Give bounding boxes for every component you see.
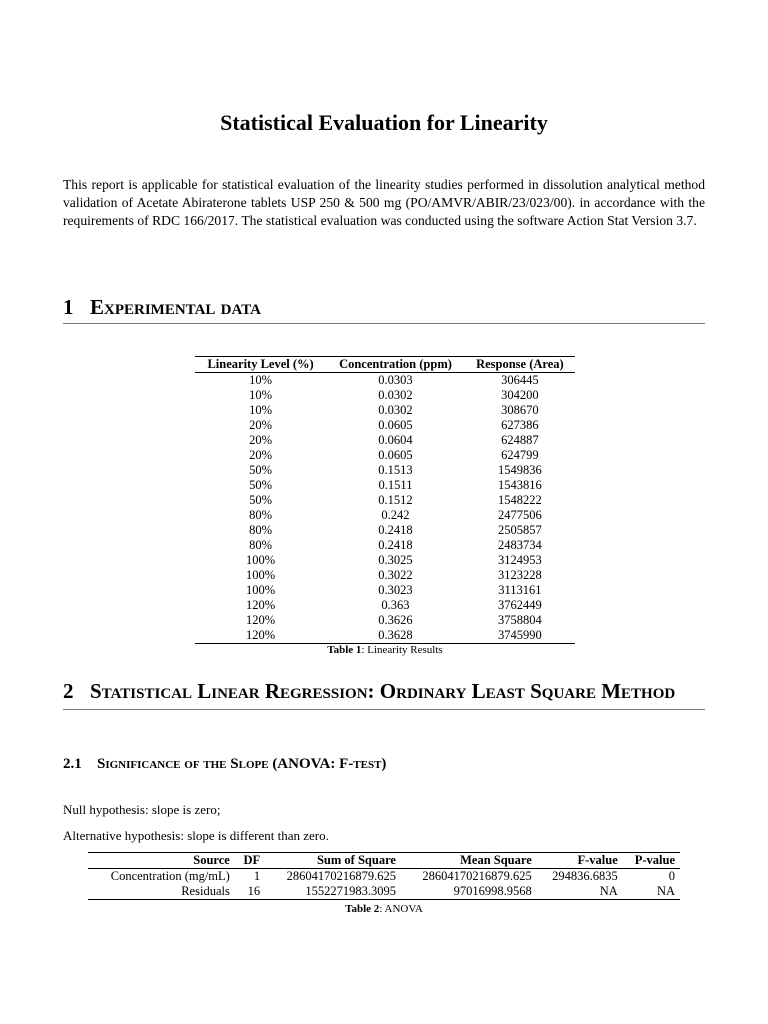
table-1-caption-text: : Linearity Results (361, 644, 443, 656)
subsection-2-1-title: Significance of the Slope (ANOVA: F-test) (97, 756, 387, 772)
section-2-title: Statistical Linear Regression: Ordinary Least Square Method (90, 679, 676, 703)
section-1-number: 1 (63, 295, 74, 319)
table-row (195, 553, 575, 568)
table-cell: 100% (246, 583, 276, 597)
table-cell: 97016998.9568 (401, 884, 537, 900)
table-cell: 10% (249, 403, 273, 417)
table-cell: 627386 (501, 418, 539, 432)
table-cell: 3762449 (498, 598, 542, 612)
table-cell: 28604170216879.625 (422, 869, 532, 883)
table-cell: 0.2418 (378, 523, 413, 537)
table-cell: 0.0302 (378, 403, 413, 417)
table-cell: 1552271983.3095 (265, 884, 401, 900)
table-cell: 0.3626 (378, 613, 413, 627)
table-row (88, 869, 680, 885)
anova-table (88, 852, 680, 900)
table-row (195, 448, 575, 463)
header-source: Source (88, 853, 235, 869)
table-cell: 16 (235, 884, 265, 900)
subsection-2-1-heading (63, 756, 386, 773)
linearity-header-row (195, 357, 575, 373)
table-row (195, 523, 575, 538)
table-cell: 20% (249, 433, 273, 447)
document-title: Statistical Evaluation for Linearity (220, 110, 548, 135)
table-cell: 2505857 (498, 523, 542, 537)
header-sum-of-square: Sum of Square (265, 853, 401, 869)
section-1-heading (63, 294, 705, 324)
table-cell: 28604170216879.625 (286, 869, 396, 883)
table-cell: 0.1512 (378, 493, 413, 507)
table-cell: Residuals (88, 884, 235, 900)
table-cell: NA (623, 884, 680, 900)
header-p-value: P-value (623, 853, 680, 869)
alternative-hypothesis: Alternative hypothesis: slope is different than zero. (63, 828, 329, 843)
table-cell: 0.1513 (378, 463, 413, 477)
table-cell: 80% (249, 508, 273, 522)
table-1-caption-label: Table 1 (327, 644, 362, 656)
table-cell: 1543816 (498, 478, 542, 492)
table-row (195, 388, 575, 403)
null-hypothesis: Null hypothesis: slope is zero; (63, 802, 221, 817)
table-row (195, 403, 575, 418)
intro-paragraph: This report is applicable for statistical evaluation of the linearity studies performed in dissolution analytical method validation of Acetate Abiraterone tablets USP 250 & 500 mg (PO/AMVR/ABIR/23/023/00). in accordance with the requirements of RDC 166/2017. The statistical evaluation was conducted using the software Action Stat Version 3.7. (63, 177, 705, 228)
table-cell: 120% (195, 628, 326, 644)
section-1-title: Experimental data (90, 295, 261, 319)
table-2-caption (88, 903, 680, 915)
table-cell: 50% (249, 463, 273, 477)
table-cell: 0.2418 (378, 538, 413, 552)
table-cell: 0.3025 (378, 553, 413, 567)
table-cell: 0.0605 (378, 418, 413, 432)
table-row (195, 373, 575, 389)
table-cell: 120% (246, 613, 276, 627)
table-cell: 50% (249, 478, 273, 492)
table-cell: 50% (249, 493, 273, 507)
table-cell: 0.3628 (326, 628, 465, 644)
table-2-caption-label: Table 2 (345, 903, 380, 915)
table-cell: 304200 (501, 388, 539, 402)
table-cell: 80% (249, 538, 273, 552)
table-cell: NA (537, 884, 623, 900)
table-cell: 0.3022 (378, 568, 413, 582)
table-row (195, 433, 575, 448)
table-cell: 1548222 (498, 493, 542, 507)
table-row (195, 628, 575, 644)
header-linearity-level: Linearity Level (%) (195, 357, 326, 373)
header-f-value: F-value (537, 853, 623, 869)
table-row (195, 538, 575, 553)
anova-header-row (88, 853, 680, 869)
table-row (195, 493, 575, 508)
table-cell: 3113161 (498, 583, 542, 597)
table-cell: 0.0302 (378, 388, 413, 402)
table-row (195, 613, 575, 628)
section-2-number: 2 (63, 679, 74, 703)
table-cell: 10% (249, 373, 273, 387)
table-cell: 624887 (501, 433, 539, 447)
header-mean-square: Mean Square (401, 853, 537, 869)
linearity-table (195, 356, 575, 644)
table-row (88, 884, 680, 900)
table-cell: 2477506 (498, 508, 542, 522)
table-cell: 20% (249, 418, 273, 432)
table-cell: 80% (249, 523, 273, 537)
table-cell: 0.1511 (378, 478, 413, 492)
table-cell: 1549836 (498, 463, 542, 477)
table-cell: 3745990 (465, 628, 575, 644)
table-row (195, 508, 575, 523)
table-cell: Concentration (mg/mL) (110, 869, 230, 883)
table-2-caption-text: : ANOVA (379, 903, 423, 915)
table-cell: 3758804 (498, 613, 542, 627)
table-cell: 306445 (501, 373, 539, 387)
table-cell: 0.363 (381, 598, 410, 612)
table-cell: 0.3023 (378, 583, 413, 597)
table-cell: 0 (668, 869, 675, 883)
table-cell: 0.0303 (378, 373, 413, 387)
table-row (195, 463, 575, 478)
header-response: Response (Area) (465, 357, 575, 373)
table-cell: 100% (246, 553, 276, 567)
table-row (195, 478, 575, 493)
table-row (195, 418, 575, 433)
table-row (195, 568, 575, 583)
header-df: DF (235, 853, 265, 869)
section-2-heading (63, 678, 705, 710)
table-cell: 3123228 (498, 568, 542, 582)
table-cell: 308670 (501, 403, 539, 417)
table-cell: 100% (246, 568, 276, 582)
table-cell: 3124953 (498, 553, 542, 567)
table-row (195, 583, 575, 598)
table-cell: 20% (249, 448, 273, 462)
table-cell: 0.0605 (378, 448, 413, 462)
table-cell: 10% (249, 388, 273, 402)
table-cell: 1 (253, 869, 261, 883)
table-cell: 0.0604 (378, 433, 413, 447)
subsection-2-1-number: 2.1 (63, 756, 82, 772)
header-concentration: Concentration (ppm) (326, 357, 465, 373)
table-cell: 624799 (501, 448, 539, 462)
table-cell: 2483734 (498, 538, 542, 552)
table-1-caption (195, 644, 575, 656)
table-cell: 294836.6835 (552, 869, 618, 883)
table-cell: 120% (246, 598, 276, 612)
table-cell: 0.242 (381, 508, 410, 522)
table-row (195, 598, 575, 613)
